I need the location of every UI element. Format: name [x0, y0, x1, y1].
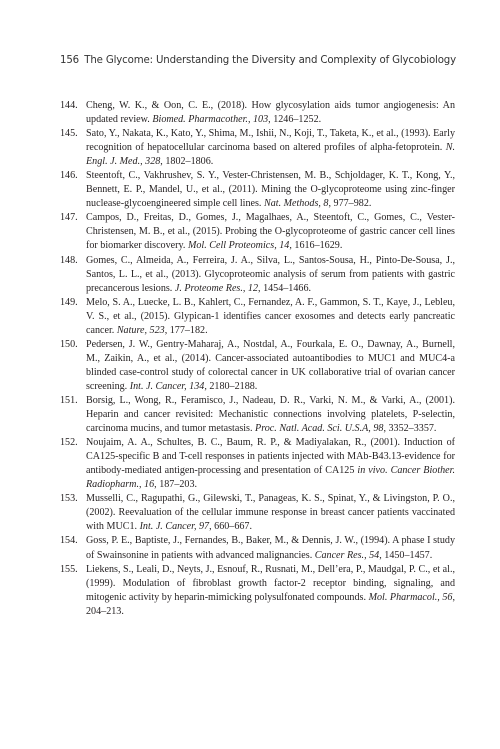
reference-pages: , 2180–2188.: [204, 380, 258, 392]
reference-number: 147.: [60, 212, 78, 224]
reference-item: [60, 127, 455, 169]
reference-pages: , 1454–1466.: [258, 282, 312, 294]
reference-journal: Biomed. Pharmacother., 103: [152, 114, 269, 126]
reference-body: Liekens, S., Leali, D., Neyts, J., Esnouf, R., Rusnati, M., Dell’era, P., Maudgal, P. C., et al., (1999). Modulation of fibroblast growth factor-2 receptor binding, signaling, and mitogenic activity by heparin-mimicking polysulfonated compounds.: [86, 563, 455, 603]
reference-text: [86, 100, 455, 125]
reference-number: 154.: [60, 535, 78, 547]
reference-number: 152.: [60, 437, 78, 449]
reference-body: Steentoft, C., Vakhrushev, S. Y., Vester-Christensen, M. B., Schjoldager, K. T., Kong, Y., Bennett, E. P., Mandel, U., et al., (2011). Mining the O-glycoproteome using zinc-finger nuclease-glycoengineered simple cell lines.: [86, 170, 455, 210]
reference-item: [60, 254, 455, 296]
reference-number: 150.: [60, 338, 78, 350]
reference-text: [86, 297, 455, 336]
reference-text: [86, 255, 455, 294]
reference-number: 155.: [60, 563, 78, 575]
reference-pages: , 1616–1629.: [289, 240, 343, 252]
reference-number: 145.: [60, 128, 78, 140]
reference-body: Cheng, W. K., & Oon, C. E., (2018). How glycosylation aids tumor angiogenesis: An updated review.: [86, 100, 455, 126]
reference-body: Gomes, C., Almeida, A., Ferreira, J. A., Silva, L., Santos-Sousa, H., Pinto-De-Sousa, J., Santos, L. L., et al., (2013). Glycoproteomic analysis of serum from patients with gastric precancerous lesions.: [86, 254, 455, 294]
reference-item: [60, 492, 455, 534]
reference-journal: J. Proteome Res., 12: [174, 282, 259, 294]
reference-pages: , 204–213.: [86, 591, 456, 617]
reference-journal: Nature, 523: [116, 324, 165, 336]
reference-pages: , 1802–1806.: [160, 156, 214, 168]
reference-number: 153.: [60, 493, 78, 505]
reference-pages: , 1246–1252.: [268, 114, 322, 126]
reference-text: [86, 395, 455, 434]
reference-number: 144.: [60, 100, 78, 111]
reference-journal: Mol. Cell Proteomics, 14: [187, 240, 290, 252]
reference-body: Sato, Y., Nakata, K., Kato, Y., Shima, M., Ishii, N., Koji, T., Taketa, K., et al., (1993). Early recognition of hepatocellular carcinoma based on altered profiles of alpha-fetoprotein.: [86, 128, 455, 154]
reference-item: [60, 99, 455, 127]
reference-journal: Nat. Methods, 8: [263, 198, 329, 210]
reference-text: [86, 339, 455, 392]
reference-pages: , 187–203.: [154, 479, 198, 491]
reference-pages: , 3352–3357.: [383, 423, 437, 435]
reference-body: Pedersen, J. W., Gentry-Maharaj, A., Nostdal, A., Fourkala, E. O., Dawnay, A., Burnell, M., Zaikin, A., et al., (2014). Cancer-associated autoantibodies to MUC1 and MUC4-a blinded case-control study of colorectal cancer in UK collaborative trial of ovarian cancer screening.: [86, 338, 455, 392]
reference-number: 146.: [60, 170, 78, 182]
reference-item: [60, 563, 455, 619]
reference-number: 151.: [60, 394, 78, 406]
reference-journal: Mol. Pharmacol., 56: [368, 591, 453, 603]
reference-body: Noujaim, A. A., Schultes, B. C., Baum, R. P., & Madiyalakan, R., (2001). Induction of CA125-specific B and T-cell responses in patients injected with MAb-B43.13-evidence for antibody-mediated antigen-processing and presentation of CA125: [86, 437, 455, 477]
reference-item: [60, 534, 455, 562]
reference-journal: Int. J. Cancer, 97: [139, 521, 210, 533]
reference-body: Borsig, L., Wong, R., Feramisco, J., Nadeau, D. R., Varki, N. M., & Varki, A., (2001). Heparin and cancer revisited: Mechanistic connections involving platelets, P-selectin, carcinoma mucins, and tumor metastasis.: [86, 394, 455, 435]
reference-text: [86, 128, 455, 167]
reference-body: Melo, S. A., Luecke, L. B., Kahlert, C., Fernandez, A. F., Gammon, S. T., Kaye, J., Lebleu, V. S., et al., (2015). Glypican-1 identifies cancer exosomes and detects early pancreatic cancer.: [86, 296, 455, 336]
page-header: [60, 55, 456, 71]
reference-journal: Proc. Natl. Acad. Sci. U.S.A, 98: [255, 423, 384, 435]
reference-journal: Int. J. Cancer, 134: [129, 380, 205, 392]
running-title: The Glycome: Understanding the Diversity and Complexity of Glycobiology: [84, 55, 456, 66]
page-number: 156: [60, 55, 79, 66]
reference-item: [60, 211, 455, 253]
reference-number: 149.: [60, 296, 78, 308]
reference-item: [60, 394, 455, 436]
reference-text: [86, 564, 455, 617]
reference-body: Goss, P. E., Baptiste, J., Fernandes, B., Baker, M., & Dennis, J. W., (1994). A phase I study of Swainsonine in patients with advanced malignancies.: [86, 535, 455, 561]
reference-number: 148.: [60, 254, 78, 266]
reference-pages: , 660–667.: [209, 521, 252, 533]
reference-pages: , 177–182.: [164, 324, 208, 336]
reference-body: Musselli, C., Ragupathi, G., Gilewski, T., Panageas, K. S., Spinat, Y., & Livingston, P. O., (2002). Reevaluation of the cellular immune response in breast cancer patients vaccinated with MUC1.: [86, 493, 455, 533]
reference-journal: in vivo. Cancer Biother. Radiopharm., 16: [86, 465, 455, 491]
reference-text: [86, 212, 455, 251]
reference-body: Campos, D., Freitas, D., Gomes, J., Magalhaes, A., Steentoft, C., Gomes, C., Vester-Christensen, M. B., et al., (2015). Probing the O-glycoproteome of gastric cancer cell lines for biomarker discovery.: [86, 212, 455, 252]
reference-item: [60, 338, 455, 394]
reference-pages: , 1450–1457.: [379, 549, 433, 561]
reference-journal: Cancer Res., 54: [314, 549, 380, 561]
reference-pages: , 977–982.: [328, 198, 372, 210]
reference-item: [60, 436, 455, 492]
reference-text: [86, 535, 455, 560]
reference-text: [86, 493, 455, 532]
reference-list: [60, 99, 455, 619]
reference-journal: N. Engl. J. Med., 328: [86, 142, 455, 168]
reference-text: [86, 437, 455, 490]
reference-text: [86, 170, 455, 209]
reference-item: [60, 296, 455, 338]
reference-item: [60, 169, 455, 211]
